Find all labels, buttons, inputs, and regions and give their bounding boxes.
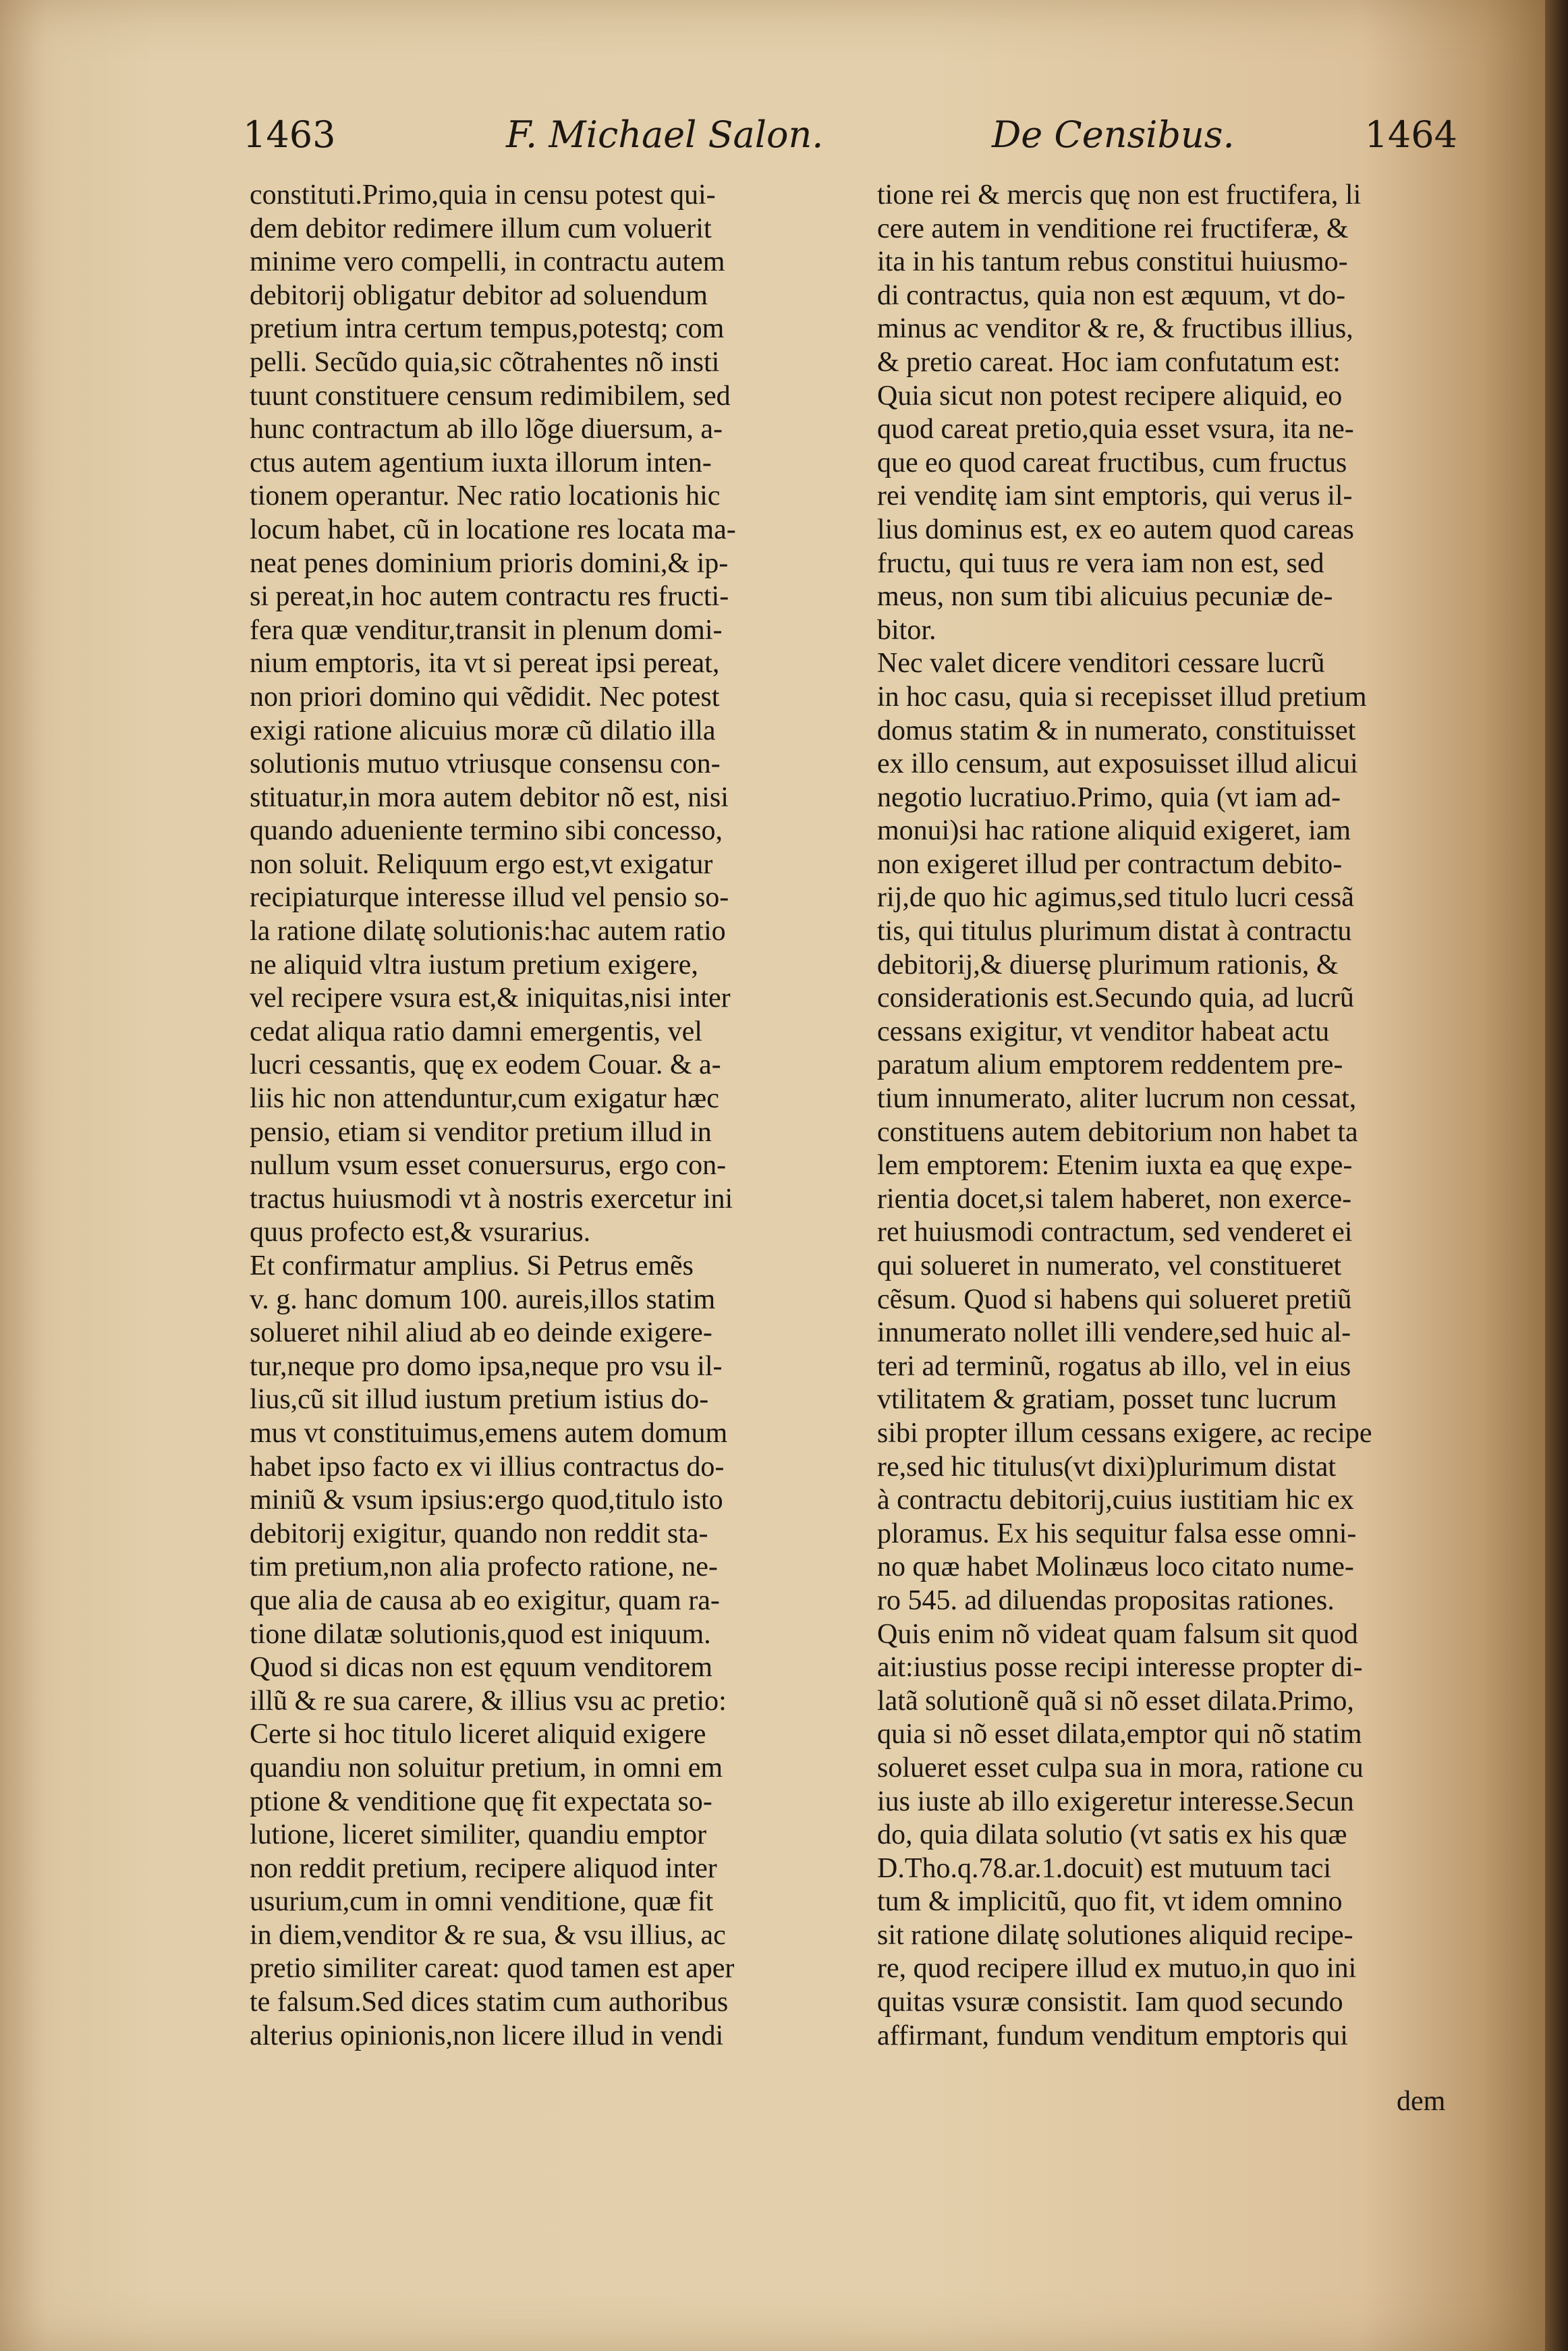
text-line: pretium intra certum tempus,potestq; com bbox=[250, 313, 725, 345]
text-line: lucri cessantis, quę ex eodem Couar. & a- bbox=[250, 1049, 721, 1081]
text-line: non reddit pretium, recipere aliquod inter bbox=[250, 1852, 717, 1884]
text-line: ret huiusmodi contractum, sed venderet ei bbox=[877, 1217, 1353, 1248]
text-line: tis, qui titulus plurimum distat à contractu bbox=[877, 916, 1352, 947]
text-line: tione rei & mercis quę non est fructifera, li bbox=[877, 179, 1362, 211]
text-line: si pereat,in hoc autem contractu res fructi- bbox=[250, 581, 729, 613]
text-line: ius iuste ab illo exigeretur interesse.Secun bbox=[877, 1786, 1354, 1817]
text-line: ita in his tantum rebus constitui huiusmo- bbox=[877, 246, 1348, 278]
text-line: in hoc casu, quia si recepisset illud pretium bbox=[877, 681, 1367, 713]
text-line: re,sed hic titulus(vt dixi)plurimum distat bbox=[877, 1451, 1337, 1483]
text-line: pelli. Secũdo quia,sic cõtrahentes nõ insti bbox=[250, 346, 720, 378]
text-line: rei venditę iam sint emptoris, qui verus il- bbox=[877, 480, 1353, 512]
right-page-number: 1464 bbox=[1364, 113, 1457, 156]
text-line: illũ & re sua carere, & illius vsu ac pretio: bbox=[250, 1685, 727, 1717]
text-line: pretio similiter careat: quod tamen est aper bbox=[250, 1953, 735, 1985]
text-line: Certe si hoc titulo liceret aliquid exigere bbox=[250, 1719, 706, 1750]
text-line: Quia sicut non potest recipere aliquid, eo bbox=[877, 380, 1343, 412]
text-line: lius dominus est, ex eo autem quod careas bbox=[877, 514, 1354, 545]
text-line: minus ac venditor & re, & fructibus illius, bbox=[877, 313, 1353, 345]
text-line: debitorij exigitur, quando non reddit sta- bbox=[250, 1518, 708, 1549]
text-line: solutionis mutuo vtriusque consensu con- bbox=[250, 748, 721, 780]
text-line: Quod si dicas non est ęquum venditorem bbox=[250, 1652, 712, 1684]
text-line: cedat aliqua ratio damni emergentis, vel bbox=[250, 1016, 702, 1047]
text-line: alterius opinionis,non licere illud in vendi bbox=[250, 2020, 724, 2051]
book-edge bbox=[1545, 0, 1568, 2351]
text-line: Et confirmatur amplius. Si Petrus emẽs bbox=[250, 1250, 694, 1281]
text-line: rij,de quo hic agimus,sed titulo lucri cessã bbox=[877, 882, 1354, 914]
text-line: quod careat pretio,quia esset vsura, ita ne- bbox=[877, 414, 1354, 445]
text-line: constituens autem debitorium non habet ta bbox=[877, 1116, 1358, 1148]
text-line: lem emptorem: Etenim iuxta ea quę expe- bbox=[877, 1150, 1353, 1182]
text-line: vel recipere vsura est,& iniquitas,nisi inter bbox=[250, 983, 731, 1014]
text-line: ploramus. Ex his sequitur falsa esse omni- bbox=[877, 1518, 1357, 1549]
text-line: in diem,venditor & re sua, & vsu illius, ac bbox=[250, 1919, 726, 1951]
text-line: exigi ratione alicuius moræ cũ dilatio illa bbox=[250, 715, 716, 746]
text-line: innumerato nollet illi vendere,sed huic al- bbox=[877, 1317, 1351, 1349]
text-line: que eo quod careat fructibus, cum fructus bbox=[877, 447, 1347, 478]
text-line: tum & implicitũ, quo fit, vt idem omnino bbox=[877, 1886, 1343, 1918]
text-line: domus statim & in numerato, constituisset bbox=[877, 715, 1356, 746]
text-line: dem debitor redimere illum cum voluerit bbox=[250, 213, 712, 244]
text-line: bitor. bbox=[877, 614, 936, 646]
text-line: debitorij obligatur debitor ad soluendum bbox=[250, 279, 708, 311]
text-line: quitas vsuræ consistit. Iam quod secundo bbox=[877, 1987, 1343, 2018]
running-header bbox=[243, 108, 1457, 162]
text-line: Quis enim nõ videat quam falsum sit quod bbox=[877, 1618, 1358, 1650]
text-line: que alia de causa ab eo exigitur, quam ra- bbox=[250, 1584, 720, 1616]
text-line: do, quia dilata solutio (vt satis ex his quæ bbox=[877, 1819, 1347, 1851]
text-line: lius,cũ sit illud iustum pretium istius do- bbox=[250, 1384, 709, 1416]
text-line: tionem operantur. Nec ratio locationis hic bbox=[250, 480, 721, 512]
text-line: affirmant, fundum venditum emptoris qui bbox=[877, 2020, 1348, 2051]
text-line: recipiaturque interesse illud vel pensio so- bbox=[250, 882, 729, 914]
text-line: debitorij,& diuersę plurimum rationis, & bbox=[877, 949, 1339, 980]
text-line: miniũ & vsum ipsius:ergo quod,titulo isto bbox=[250, 1485, 723, 1516]
text-line: ex illo censum, aut exposuisset illud alicui bbox=[877, 748, 1358, 780]
text-line: constituti.Primo,quia in censu potest qui- bbox=[250, 179, 716, 211]
text-line: cẽsum. Quod si habens qui solueret pretiũ bbox=[877, 1283, 1352, 1315]
text-line: neat penes dominium prioris domini,& ip- bbox=[250, 547, 729, 579]
text-line: ctus autem agentium iuxta illorum inten- bbox=[250, 447, 712, 478]
text-line: tium innumerato, aliter lucrum non cessat, bbox=[877, 1083, 1357, 1115]
text-line: monui)si hac ratione aliquid exigeret, iam bbox=[877, 815, 1351, 847]
left-page-number: 1463 bbox=[243, 113, 336, 156]
right-text-column bbox=[877, 179, 1471, 2053]
text-line: v. g. hanc domum 100. aureis,illos statim bbox=[250, 1283, 716, 1315]
text-line: re, quod recipere illud ex mutuo,in quo ini bbox=[877, 1953, 1357, 1985]
text-line: quus profecto est,& vsurarius. bbox=[250, 1217, 591, 1248]
text-line: tractus huiusmodi vt à nostris exercetur ini bbox=[250, 1183, 733, 1215]
text-line: no quæ habet Molinæus loco citato nume- bbox=[877, 1551, 1354, 1583]
text-line: quia si nõ esset dilata,emptor qui nõ statim bbox=[877, 1719, 1362, 1750]
text-line: locum habet, cũ in locatione res locata ma- bbox=[250, 514, 736, 545]
text-line: di contractus, quia non est æquum, vt do- bbox=[877, 279, 1346, 311]
text-line: considerationis est.Secundo quia, ad lucrũ bbox=[877, 983, 1354, 1014]
text-line: pensio, etiam si venditor pretium illud in bbox=[250, 1116, 712, 1148]
text-line: quando adueniente termino sibi concesso, bbox=[250, 815, 723, 847]
text-line: sit ratione dilatę solutiones aliquid recipe- bbox=[877, 1919, 1353, 1951]
text-line: & pretio careat. Hoc iam confutatum est: bbox=[877, 346, 1341, 378]
text-line: negotio lucratiuo.Primo, quia (vt iam ad- bbox=[877, 781, 1341, 813]
text-line: solueret nihil aliud ab eo deinde exigere- bbox=[250, 1317, 712, 1349]
text-line: tuunt constituere censum redimibilem, sed bbox=[250, 380, 731, 412]
text-line: habet ipso facto ex vi illius contractus do- bbox=[250, 1451, 725, 1483]
text-line: la ratione dilatę solutionis:hac autem ratio bbox=[250, 916, 726, 947]
text-line: quandiu non soluitur pretium, in omni em bbox=[250, 1752, 723, 1783]
text-line: mus vt constituimus,emens autem domum bbox=[250, 1417, 728, 1449]
left-text-column bbox=[250, 179, 857, 2053]
text-line: non priori domino qui vẽdidit. Nec potest bbox=[250, 681, 720, 713]
text-line: tim pretium,non alia profecto ratione, ne- bbox=[250, 1551, 718, 1583]
text-line: fera quæ venditur,transit in plenum domi- bbox=[250, 614, 723, 646]
text-line: à contractu debitorij,cuius iustitiam hic ex bbox=[877, 1485, 1354, 1516]
text-line: teri ad terminũ, rogatus ab illo, vel in eius bbox=[877, 1350, 1351, 1382]
text-line: qui solueret in numerato, vel constitueret bbox=[877, 1250, 1342, 1281]
text-line: rientia docet,si talem haberet, non exerce- bbox=[877, 1183, 1352, 1215]
text-line: tur,neque pro domo ipsa,neque pro vsu il- bbox=[250, 1350, 723, 1382]
text-line: ptione & venditione quę fit expectata so- bbox=[250, 1786, 712, 1817]
catchword: dem bbox=[1397, 2086, 1446, 2117]
text-line: cessans exigitur, vt venditor habeat actu bbox=[877, 1016, 1330, 1047]
text-line: te falsum.Sed dices statim cum authoribus bbox=[250, 1987, 729, 2018]
text-line: fructu, qui tuus re vera iam non est, sed bbox=[877, 547, 1324, 579]
text-line: non soluit. Reliquum ergo est,vt exigatur bbox=[250, 848, 713, 880]
text-line: nullum vsum esset conuersurus, ergo con- bbox=[250, 1150, 727, 1182]
text-line: solueret esset culpa sua in mora, ratione cu bbox=[877, 1752, 1364, 1783]
text-line: hunc contractum ab illo lõge diuersum, a- bbox=[250, 414, 723, 445]
text-line: meus, non sum tibi alicuius pecuniæ de- bbox=[877, 581, 1333, 613]
text-line: latã solutionẽ quã si nõ esset dilata.Primo, bbox=[877, 1685, 1354, 1717]
text-line: usurium,cum in omni venditione, quæ fit bbox=[250, 1886, 714, 1918]
text-line: non exigeret illud per contractum debito- bbox=[877, 848, 1343, 880]
text-line: cere autem in venditione rei fructiferæ, & bbox=[877, 213, 1349, 244]
text-line: D.Tho.q.78.ar.1.docuit) est mutuum taci bbox=[877, 1852, 1332, 1884]
text-line: minime vero compelli, in contractu autem bbox=[250, 246, 725, 278]
text-line: ait:iustius posse recipi interesse propter di- bbox=[877, 1652, 1363, 1684]
text-line: stituatur,in mora autem debitor nõ est, nisi bbox=[250, 781, 729, 813]
text-line: tione dilatæ solutionis,quod est iniquum. bbox=[250, 1618, 711, 1650]
right-running-title: De Censibus. bbox=[992, 113, 1235, 156]
text-line: liis hic non attenduntur,cum exigatur hæc bbox=[250, 1083, 719, 1115]
text-line: ne aliquid vltra iustum pretium exigere, bbox=[250, 949, 698, 980]
text-line: sibi propter illum cessans exigere, ac recipe bbox=[877, 1417, 1372, 1449]
text-line: paratum alium emptorem reddentem pre- bbox=[877, 1049, 1343, 1081]
text-line: vtilitatem & gratiam, posset tunc lucrum bbox=[877, 1384, 1337, 1416]
text-line: ro 545. ad diluendas propositas rationes. bbox=[877, 1584, 1335, 1616]
text-line: lutione, liceret similiter, quandiu emptor bbox=[250, 1819, 707, 1851]
text-line: nium emptoris, ita vt si pereat ipsi pereat, bbox=[250, 648, 720, 680]
left-running-title: F. Michael Salon. bbox=[506, 113, 824, 156]
text-line: Nec valet dicere venditori cessare lucrũ bbox=[877, 648, 1325, 680]
